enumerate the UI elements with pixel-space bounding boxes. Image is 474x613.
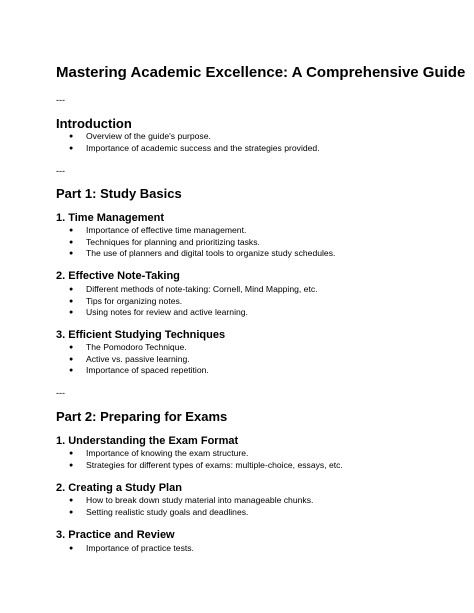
- bullet-icon: ●: [69, 545, 74, 552]
- bullet-icon: ●: [69, 144, 74, 152]
- bullet-icon: ●: [69, 133, 74, 140]
- bullet-icon: ●: [69, 344, 74, 351]
- separator: ---: [56, 166, 65, 176]
- list-item-text: Using notes for review and active learning.: [86, 307, 248, 317]
- list-item-text: Importance of effective time management.: [86, 225, 247, 235]
- list-item-text: Techniques for planning and prioritizing tasks.: [86, 236, 260, 247]
- separator: ---: [56, 388, 65, 398]
- subsection-heading-exam-format: 1. Understanding the Exam Format: [56, 435, 239, 447]
- subsection-heading-time-management: 1. Time Management: [56, 212, 164, 224]
- list-item-text: Setting realistic study goals and deadlines.: [86, 506, 249, 517]
- list-item-text: Active vs. passive learning.: [86, 353, 190, 364]
- bullet-icon: ●: [69, 250, 74, 257]
- bullet-icon: ●: [69, 508, 74, 516]
- section-heading-part2: Part 2: Preparing for Exams: [56, 409, 228, 424]
- bullet-icon: ●: [69, 367, 74, 374]
- bullet-icon: ●: [69, 297, 74, 305]
- document-title: Mastering Academic Excellence: A Comprehensive Guide: [56, 64, 466, 81]
- list-item-text: Strategies for different types of exams: multiple-choice, essays, etc.: [86, 459, 343, 470]
- bullet-icon: ●: [69, 450, 74, 457]
- subsection-heading-studying-techniques: 3. Efficient Studying Techniques: [56, 329, 226, 341]
- bullet-icon: ●: [69, 286, 74, 293]
- list-item-text: Different methods of note-taking: Cornell, Mind Mapping, etc.: [86, 284, 318, 294]
- section-heading-introduction: Introduction: [56, 116, 132, 131]
- bullet-icon: ●: [69, 461, 74, 469]
- bullet-icon: ●: [69, 309, 74, 316]
- list-item-text: Importance of spaced repetition.: [86, 365, 209, 375]
- list-item-text: Tips for organizing notes.: [86, 295, 183, 306]
- list-item-text: Importance of practice tests.: [86, 543, 194, 553]
- list-item-text: The Pomodoro Technique.: [86, 342, 187, 352]
- list-item-text: Importance of academic success and the strategies provided.: [86, 142, 320, 153]
- list-item-text: Importance of knowing the exam structure.: [86, 448, 249, 458]
- subsection-heading-study-plan: 2. Creating a Study Plan: [56, 482, 182, 494]
- bullet-icon: ●: [69, 227, 74, 234]
- list-item-text: The use of planners and digital tools to organize study schedules.: [86, 248, 336, 258]
- list-item-text: Overview of the guide's purpose.: [86, 131, 211, 141]
- subsection-heading-note-taking: 2. Effective Note-Taking: [56, 270, 180, 282]
- section-heading-part1: Part 1: Study Basics: [56, 186, 182, 201]
- bullet-icon: ●: [69, 355, 74, 363]
- list-item-text: How to break down study material into manageable chunks.: [86, 495, 314, 505]
- subsection-heading-practice-review: 3. Practice and Review: [56, 529, 175, 541]
- separator: ---: [56, 95, 65, 105]
- bullet-icon: ●: [69, 497, 74, 504]
- bullet-icon: ●: [69, 238, 74, 246]
